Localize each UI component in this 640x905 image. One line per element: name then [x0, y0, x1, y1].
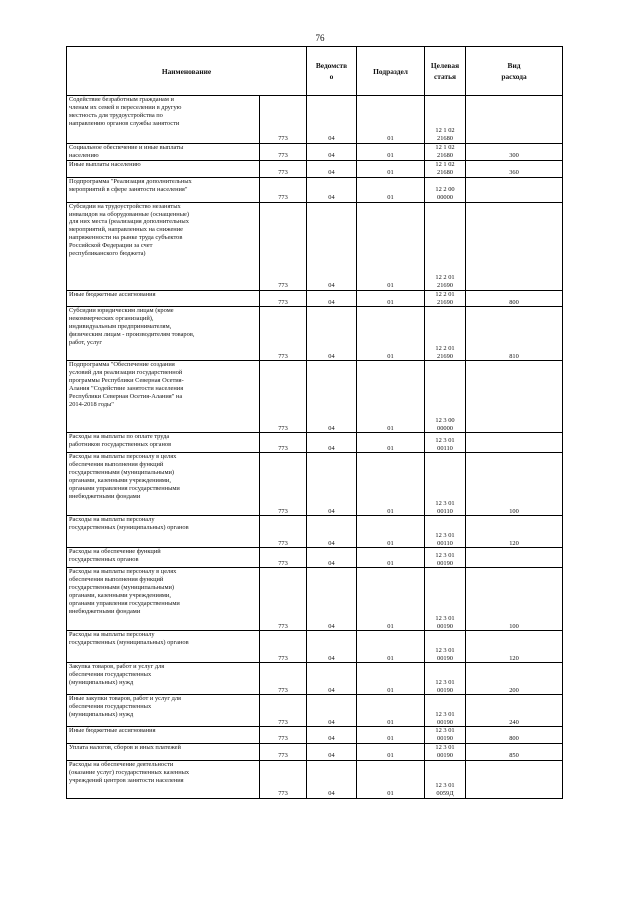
row-name: Содействие безработным гражданам и членам их семей в переселении в другую местность для трудоустройства по направлению органов службы занятости — [67, 96, 260, 144]
row-expense-type: 240 — [466, 695, 563, 727]
row-section: 01 — [357, 695, 425, 727]
row-section: 01 — [357, 144, 425, 161]
table-row — [67, 663, 563, 695]
table-row — [67, 96, 563, 144]
row-expense-type: 100 — [466, 453, 563, 516]
row-name: Расходы на выплаты персоналу государственных (муниципальных) органов — [67, 631, 260, 663]
row-department: 773 — [260, 96, 307, 144]
table-body — [67, 96, 563, 799]
row-department: 773 — [260, 433, 307, 453]
table-row — [67, 744, 563, 761]
row-name: Расходы на обеспечение деятельности (оказание услуг) государственных казенных учреждений центров занятости населения — [67, 761, 260, 799]
row-subsection: 04 — [307, 663, 357, 695]
row-subsection: 04 — [307, 568, 357, 631]
row-expense-type: 850 — [466, 744, 563, 761]
header-department: Ведомств о — [307, 47, 357, 96]
row-department: 773 — [260, 160, 307, 177]
budget-table — [66, 46, 563, 799]
row-expense-type: 810 — [466, 307, 563, 361]
row-subsection: 04 — [307, 761, 357, 799]
row-name: Закупка товаров, работ и услуг для обеспечения государственных (муниципальных) нужд — [67, 663, 260, 695]
row-expense-type: 200 — [466, 663, 563, 695]
row-name: Субсидии на трудоустройство незанятых инвалидов на оборудованные (оснащенные) для них места (реализация дополнительных мероприятий, направленных на снижение напряженности на рынке труда субъектов Российской Федерации за счет республиканского бюджета) — [67, 202, 260, 290]
row-target: 12 1 02 21680 — [425, 160, 466, 177]
row-name: Расходы на выплаты по оплате труда работников государственных органов — [67, 433, 260, 453]
row-name: Социальное обеспечение и иные выплаты населению — [67, 144, 260, 161]
row-expense-type: 120 — [466, 516, 563, 548]
row-target: 12 2 01 21690 — [425, 202, 466, 290]
row-department: 773 — [260, 631, 307, 663]
table-row — [67, 548, 563, 568]
row-target: 12 3 01 0059Д — [425, 761, 466, 799]
row-subsection: 04 — [307, 744, 357, 761]
row-expense-type: 300 — [466, 144, 563, 161]
row-subsection: 04 — [307, 160, 357, 177]
row-subsection: 04 — [307, 631, 357, 663]
table-row — [67, 727, 563, 744]
header-subsection: Подраздел — [357, 47, 425, 96]
row-department: 773 — [260, 727, 307, 744]
row-department: 773 — [260, 548, 307, 568]
row-name: Расходы на выплаты персоналу в целях обеспечения выполнения функций государственными (муниципальными) органами, казенными учреждениями, органами управления государственными внебюджетными фондами — [67, 568, 260, 631]
table-row — [67, 307, 563, 361]
table-row — [67, 144, 563, 161]
row-section: 01 — [357, 202, 425, 290]
row-expense-type — [466, 202, 563, 290]
row-expense-type — [466, 548, 563, 568]
row-target: 12 3 01 00190 — [425, 663, 466, 695]
row-department: 773 — [260, 516, 307, 548]
row-section: 01 — [357, 177, 425, 202]
row-name: Иные выплаты населению — [67, 160, 260, 177]
row-department: 773 — [260, 144, 307, 161]
row-expense-type: 800 — [466, 727, 563, 744]
row-department: 773 — [260, 568, 307, 631]
row-subsection: 04 — [307, 361, 357, 433]
row-target: 12 3 01 00190 — [425, 695, 466, 727]
row-department: 773 — [260, 361, 307, 433]
table-row — [67, 177, 563, 202]
table-row — [67, 290, 563, 307]
row-subsection: 04 — [307, 433, 357, 453]
row-target: 12 3 01 00110 — [425, 453, 466, 516]
row-section: 01 — [357, 96, 425, 144]
row-section: 01 — [357, 433, 425, 453]
row-target: 12 3 00 00000 — [425, 361, 466, 433]
row-target: 12 3 01 00190 — [425, 727, 466, 744]
row-name: Иные бюджетные ассигнования — [67, 727, 260, 744]
row-subsection: 04 — [307, 177, 357, 202]
table-row — [67, 453, 563, 516]
row-target: 12 2 01 21690 — [425, 307, 466, 361]
row-name: Субсидии юридическим лицам (кроме некоммерческих организаций), индивидуальным предпринимателям, физическим лицам - производителям товаров, работ, услуг — [67, 307, 260, 361]
row-target: 12 2 00 00000 — [425, 177, 466, 202]
row-target: 12 1 02 21680 — [425, 144, 466, 161]
row-name: Подпрограмма "Обеспечение создания условий для реализации государственной программы Республики Северная Осетия- Алания "Содействие занятости населения Республики Северная Осетия-Алания" на 2014-2018 годы" — [67, 361, 260, 433]
row-section: 01 — [357, 663, 425, 695]
row-expense-type: 120 — [466, 631, 563, 663]
row-section: 01 — [357, 744, 425, 761]
row-name: Иные закупки товаров, работ и услуг для обеспечения государственных (муниципальных) нужд — [67, 695, 260, 727]
row-expense-type — [466, 361, 563, 433]
row-subsection: 04 — [307, 202, 357, 290]
row-section: 01 — [357, 453, 425, 516]
row-subsection: 04 — [307, 695, 357, 727]
row-subsection: 04 — [307, 516, 357, 548]
row-section: 01 — [357, 160, 425, 177]
row-name: Расходы на выплаты персоналу государственных (муниципальных) органов — [67, 516, 260, 548]
row-expense-type: 800 — [466, 290, 563, 307]
row-section: 01 — [357, 307, 425, 361]
row-section: 01 — [357, 516, 425, 548]
row-section: 01 — [357, 361, 425, 433]
row-expense-type — [466, 433, 563, 453]
row-department: 773 — [260, 695, 307, 727]
row-subsection: 04 — [307, 290, 357, 307]
header-name: Наименование — [67, 47, 307, 96]
row-name: Расходы на обеспечение функций государственных органов — [67, 548, 260, 568]
table-row — [67, 631, 563, 663]
header-expense-type: Вид расхода — [466, 47, 563, 96]
row-department: 773 — [260, 744, 307, 761]
row-department: 773 — [260, 453, 307, 516]
row-target: 12 3 01 00190 — [425, 548, 466, 568]
row-section: 01 — [357, 761, 425, 799]
row-section: 01 — [357, 727, 425, 744]
row-target: 12 3 01 00110 — [425, 433, 466, 453]
row-name: Подпрограмма "Реализация дополнительных мероприятий в сфере занятости населения" — [67, 177, 260, 202]
row-target: 12 3 01 00190 — [425, 744, 466, 761]
row-target: 12 3 01 00190 — [425, 631, 466, 663]
row-department: 773 — [260, 202, 307, 290]
table-row — [67, 202, 563, 290]
row-subsection: 04 — [307, 307, 357, 361]
table-row — [67, 516, 563, 548]
row-target: 12 2 01 21690 — [425, 290, 466, 307]
table-row — [67, 695, 563, 727]
row-subsection: 04 — [307, 727, 357, 744]
row-expense-type: 360 — [466, 160, 563, 177]
row-subsection: 04 — [307, 144, 357, 161]
row-section: 01 — [357, 568, 425, 631]
table-row — [67, 568, 563, 631]
row-section: 01 — [357, 548, 425, 568]
row-department: 773 — [260, 307, 307, 361]
row-department: 773 — [260, 761, 307, 799]
row-section: 01 — [357, 290, 425, 307]
row-department: 773 — [260, 290, 307, 307]
row-name: Уплата налогов, сборов и иных платежей — [67, 744, 260, 761]
row-target: 12 3 01 00190 — [425, 568, 466, 631]
page-number: 76 — [315, 33, 325, 43]
row-department: 773 — [260, 663, 307, 695]
row-subsection: 04 — [307, 453, 357, 516]
row-name: Иные бюджетные ассигнования — [67, 290, 260, 307]
row-expense-type — [466, 761, 563, 799]
row-expense-type — [466, 96, 563, 144]
row-subsection: 04 — [307, 548, 357, 568]
table-row — [67, 761, 563, 799]
table-row — [67, 160, 563, 177]
row-department: 773 — [260, 177, 307, 202]
table-row — [67, 361, 563, 433]
row-section: 01 — [357, 631, 425, 663]
row-target: 12 3 01 00110 — [425, 516, 466, 548]
row-subsection: 04 — [307, 96, 357, 144]
row-expense-type — [466, 177, 563, 202]
table-row — [67, 433, 563, 453]
row-expense-type: 100 — [466, 568, 563, 631]
row-target: 12 1 02 21680 — [425, 96, 466, 144]
table-header-row — [67, 47, 563, 96]
header-target: Целевая статья — [425, 47, 466, 96]
row-name: Расходы на выплаты персоналу в целях обеспечения выполнения функций государственными (муниципальными) органами, казенными учреждениями, органами управления государственными внебюджетными фондами — [67, 453, 260, 516]
